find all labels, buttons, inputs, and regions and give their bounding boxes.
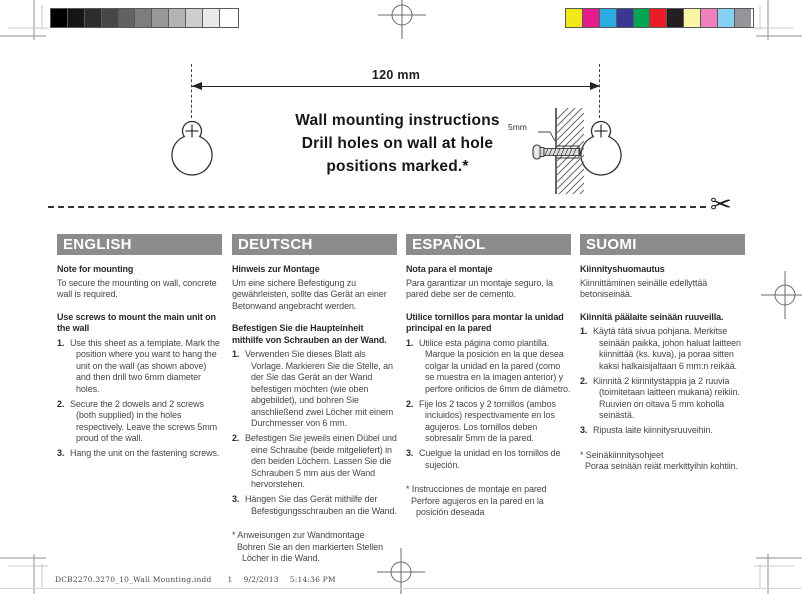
note-heading: Note for mounting (57, 264, 134, 274)
color-swatch (718, 9, 735, 27)
step-number: 1. (57, 337, 65, 348)
step-text: Ripusta laite kiinnitysruuveihin. (593, 425, 713, 435)
color-swatch (684, 9, 701, 27)
arrowhead-left-icon (192, 82, 202, 90)
color-swatch (566, 9, 583, 27)
cut-line (48, 206, 706, 208)
step-number: 1. (406, 337, 414, 348)
footnote-body: Bohren Sie an den markierten Stellen Löcher in die Wand. (237, 541, 383, 563)
step-text: Hängen Sie das Gerät mithilfe der Befestigungsschrauben an die Wand. (245, 494, 397, 516)
crop-mark-icon (0, 0, 50, 50)
gray-swatch (51, 9, 68, 27)
note-heading: Nota para el montaje (406, 264, 493, 274)
step-item (406, 448, 571, 471)
slug-date: 9/2/2013 (243, 575, 279, 584)
registration-mark-icon (378, 0, 426, 39)
screw-in-wall-diagram (500, 102, 610, 202)
gray-swatch (152, 9, 169, 27)
main-heading: Befestigen Sie die Haupteinheit mithilfe von Schrauben an der Wand. (232, 323, 387, 345)
note-heading: Kiinnityshuomautus (580, 264, 665, 274)
column-header: ESPAÑOL (406, 234, 571, 255)
footnote (232, 530, 397, 565)
gray-swatch (68, 9, 85, 27)
footnote (406, 484, 571, 519)
gray-swatch (135, 9, 152, 27)
note-body: Um eine sichere Befestigung zu gewährleisten, sollte das Gerät an einer Betonwand angebracht werden. (232, 277, 387, 311)
note-body: Para garantizar un montaje seguro, la pared debe ser de cemento. (406, 277, 553, 299)
step-number: 2. (580, 375, 588, 386)
step-text: Verwenden Sie dieses Blatt als Vorlage. Markieren Sie die Stelle, an der Sie das Gerät an der Wand befestigen möchten (wie oben abgebildet), und bohren Sie anschließend zwei Löcher mit einem Durchmesser von 6 mm. (245, 349, 394, 428)
color-swatch (583, 9, 600, 27)
column-header: SUOMI (580, 234, 745, 255)
note-body: To secure the mounting on wall, concrete wall is required. (57, 277, 217, 299)
color-calibration-bar (565, 8, 754, 28)
step-item (580, 326, 745, 372)
column-header: DEUTSCH (232, 234, 397, 255)
step-number: 3. (57, 448, 65, 458)
keyhole-drill-mark-icon (170, 119, 214, 177)
step-number: 3. (406, 448, 414, 458)
footnote (580, 450, 745, 473)
scissors-icon: ✂ (710, 189, 732, 219)
step-number: 2. (57, 398, 65, 409)
step-item (406, 338, 571, 396)
main-heading: Use screws to mount the main unit on the wall (57, 311, 216, 333)
color-swatch (667, 9, 684, 27)
page-bottom-edge (0, 588, 802, 589)
main-heading: Kiinnitä päälaite seinään ruuveilla. (580, 311, 724, 322)
step-item (57, 338, 222, 396)
footnote-body: Poraa seinään reiät merkittyihin kohtiin. (585, 461, 738, 471)
color-swatch (735, 9, 751, 27)
step-item (57, 448, 222, 460)
step-text: Befestigen Sie jeweils einen Dübel und eine Schraube (beide mitgeliefert) in den beiden Löchern. Lassen Sie die Schrauben 5 mm aus der Wand hervorstehen. (245, 433, 397, 489)
step-number: 1. (580, 326, 588, 336)
footnote-title: * Seinäkiinnitysohjeet (580, 449, 664, 460)
step-number: 1. (232, 349, 240, 359)
dimension-label: 120 mm (371, 68, 421, 82)
step-item (232, 494, 397, 517)
slug-page-number: 1 (227, 575, 233, 584)
color-swatch (600, 9, 617, 27)
column-espanol (406, 234, 571, 519)
crop-mark-icon (752, 0, 802, 50)
dimension-line (192, 86, 600, 87)
print-slug (55, 575, 347, 584)
gray-swatch (220, 9, 236, 27)
step-number: 2. (232, 433, 240, 443)
slug-filename: DCB2270.3270_10_Wall Mounting.indd (55, 575, 212, 584)
color-swatch (701, 9, 718, 27)
step-item (232, 433, 397, 491)
note-heading: Hinweis zur Montage (232, 264, 320, 274)
footnote-title: * Anweisungen zur Wandmontage (232, 530, 365, 540)
step-text: Hang the unit on the fastening screws. (70, 448, 220, 458)
crop-mark-icon (0, 544, 50, 594)
color-swatch (617, 9, 634, 27)
step-item (406, 399, 571, 445)
diagram-title-line: Drill holes on wall at hole (301, 135, 494, 152)
step-text: Cuelgue la unidad en los tornillos de sujeción. (419, 448, 561, 470)
gray-swatch (119, 9, 136, 27)
step-text: Fije los 2 tacos y 2 tornillos (ambos incluidos) respectivamente en los agujeros. Los tornillos deben sobresalir 5mm de la pared. (419, 398, 556, 443)
column-english (57, 234, 222, 463)
crop-mark-icon (752, 544, 802, 594)
color-swatch (650, 9, 667, 27)
step-item (57, 399, 222, 445)
column-deutsch (232, 234, 397, 565)
step-text: Utilice esta página como plantilla. Marque la posición en la que desea colgar la unidad en la pared (como se muestra en la imagen anterior) y perfore orificios de 6mm de diámetro. (419, 337, 571, 394)
note-body: Kiinnittäminen seinälle edellyttää betoniseinää. (580, 277, 708, 299)
step-text: Secure the 2 dowels and 2 screws (both supplied) in the holes respectively. Leave the screws 5mm proud of the wall. (70, 398, 217, 443)
column-suomi (580, 234, 745, 473)
step-text: Kiinnitä 2 kiinnitystappia ja 2 ruuvia (toimitetaan laitteen mukana) reikiin. Ruuvien on oltava 5 mm koholla seinästä. (593, 375, 740, 420)
footnote-title: * Instrucciones de montaje en pared (406, 484, 547, 494)
diagram-title-line: Wall mounting instructions (295, 112, 500, 129)
step-item (232, 349, 397, 430)
step-item (580, 376, 745, 422)
gray-swatch (102, 9, 119, 27)
step-number: 2. (406, 398, 414, 409)
main-heading: Utilice tornillos para montar la unidad principal en la pared (406, 311, 564, 333)
registration-mark-icon (761, 271, 802, 319)
screw-gap-label: 5mm (508, 122, 527, 132)
slug-time: 5:14:36 PM (289, 575, 336, 584)
step-number: 3. (232, 494, 240, 504)
grayscale-calibration-bar (50, 8, 239, 28)
gray-swatch (203, 9, 220, 27)
footnote-body: Perfore agujeros en la pared en la posición deseada (411, 495, 544, 517)
column-header: ENGLISH (57, 234, 222, 255)
extension-line-left (191, 64, 192, 118)
gray-swatch (169, 9, 186, 27)
gray-swatch (186, 9, 203, 27)
diagram-title (255, 109, 540, 178)
step-text: Käytä tätä sivua pohjana. Merkitse seinään paikka, johon haluat laitteen kiinnittää (ks. kuva), ja poraa sitten kaksi halkaisijaltaan 6 mm:n reikää. (593, 326, 741, 371)
step-item (580, 425, 745, 437)
color-swatch (634, 9, 651, 27)
diagram-title-line: positions marked.* (326, 158, 469, 175)
step-text: Use this sheet as a template. Mark the position where you want to hang the unit on the wall (as shown above) and then drill two 6mm diameter holes. (70, 337, 220, 394)
step-number: 3. (580, 425, 588, 435)
gray-swatch (85, 9, 102, 27)
